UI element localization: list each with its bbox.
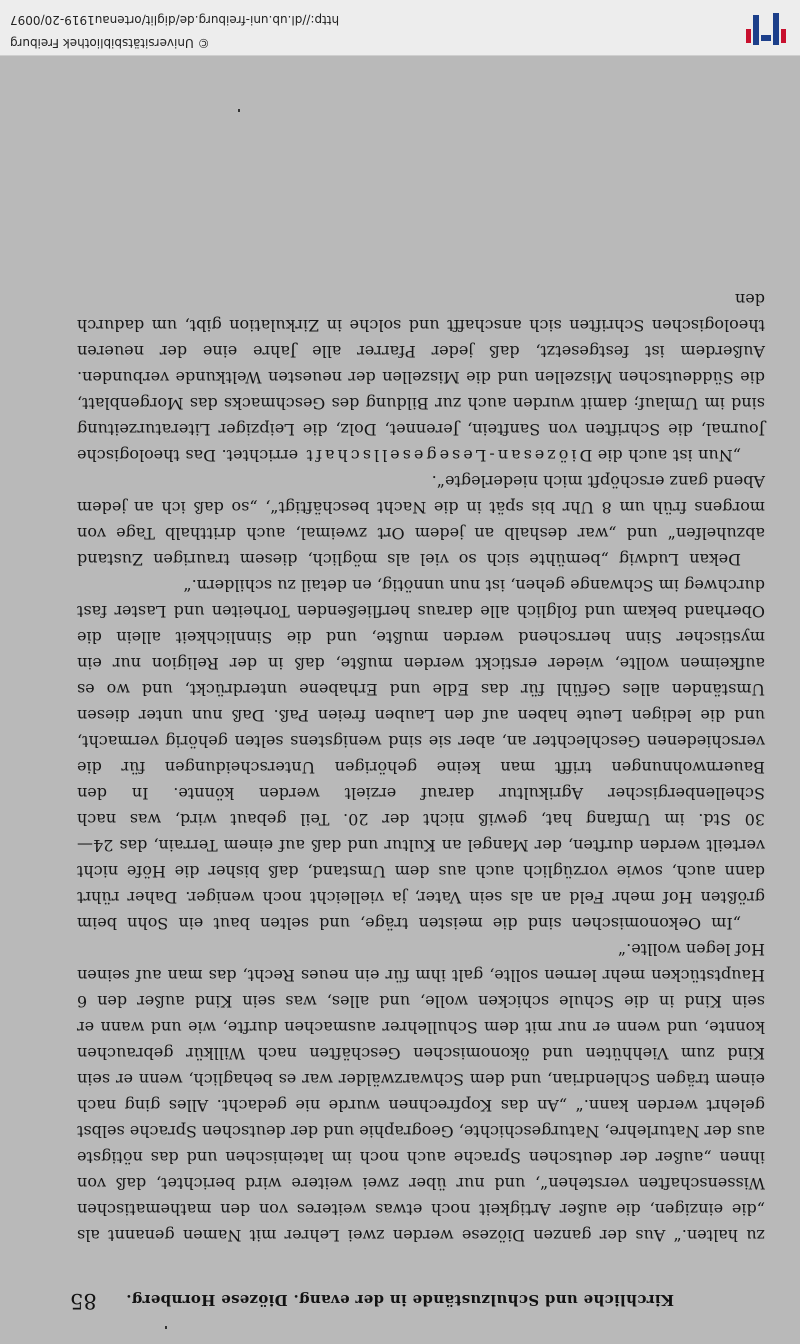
viewer-bar [0, 0, 800, 56]
paragraph: Dekan Ludwig „bemühte sich so viel als möglich, diesem traurigen Zustand abzuhelfen“ und „war deshalb an jedem Ort zweimal, auch dritthalb Tage von morgens früh um 8 Uhr bis spät in die Nacht beschäftigt“, „so daß ich an jedem Abend ganz erschöpft mich niederlegte“. [77, 472, 765, 569]
scan-speck [165, 1326, 167, 1329]
source-url-link[interactable]: http://dl.ub.uni-freiburg.de/diglit/ortenau1919-20/0097 [10, 13, 340, 27]
scanned-page [0, 56, 800, 1344]
paragraph: „Nun ist auch die Diözesan-Lesegesellschaft errichtet. Das theologische Journal, die Schriften von Sanftein, Jerennet, Dolz, die Leipziger Literaturzeitung sind im Umlauf; damit wurden auch zur Bildung des Geschmacks das Morgenblatt, die Süddeutschen Miszellen und die Miszellen der neuesten Weltkunde verbunden. Außerdem ist festgesetzt, daß jeder Pfarrer alle Jahre eine der neueren theologischen Schriften sich anschafft und solche in Zirkulation gibt, um dadurch den [77, 290, 765, 465]
copyright-notice: © Universitätsbibliothek Freiburg [10, 36, 210, 50]
paragraph: „Im Oekonomischen sind die meisten träge, und selten baut ein Sohn beim größten Hof mehr Feld an als sein Vater, ja vielleicht noch weniger. Daher rührt dann auch, sowie vorzüglich auch aus dem Umstand, daß bisher die Höfe nicht verteilt werden durften, der Mangel an Kultur und daß auf einem Terrain, das 24—30 Std. im Umfang hat, gewiß nicht der 20. Teil gebaut wird, was nach Schellenbergischer Agrikultur darauf erzielt werden könnte. In den Bauernwohnungen trifft man keine gehörigen Unterscheidungen für die verschiedenen Geschlechter an, aber sie sind wenigstens selten gehörig vermacht, und die ledigen Leute haben auf den Lauben freien Paß. Daß nun unter diesen Umständen alles Gefühl für das Edle und Erhabene unterdrückt, und wo es aufkeimen wollte, wieder erstickt werden mußte, daß in der Religion nur ein mystischer Sinn herrschend werden mußte, und die Sinnlichkeit allein die Oberhand bekam und folglich alle daraus herfließenden Torheiten und Laster fast durchweg im Schwange gehen, ist nun unnötig, en detail zu schildern.“ [77, 576, 765, 933]
running-head: Kirchliche und Schulzustände in der evang. Diözese Hornberg. [126, 1291, 674, 1309]
page-number: 85 [70, 1289, 97, 1313]
spaced-term: Diözesan-Lesegesellschaft [303, 446, 593, 465]
ub-freiburg-logo-icon[interactable] [746, 7, 786, 45]
paragraph: zu halten.“ Aus der ganzen Diözese werden zwei Lehrer mit Namen genannt als „die einzigen, die außer Artigkeit noch etwas weiteres von den mathematischen Wissenschaften verstehen“, und nur über zwei weitere wird berichtet, daß von ihnen „außer der deutschen Sprache auch noch im lateinischen und das nötigste aus der Naturlehre, Naturgeschichte, Geographie und der deutschen Sprache selbst gelehrt werden kann.“ „An das Kopfrechnen wurde nie gedacht. Alles ging nach einem trägen Schlendrian, und dem Schwarzwälder war es behaglich, wenn er sein Kind zum Viehhüten und ökonomischen Geschäften nach Willkür gebrauchen konnte, und wenn er nur mit dem Schullehrer ausmachen durfte, wie und wann er sein Kind in die Schule schicken wolle, und alles, was sein Kind außer den 6 Hauptstücken mehr lernen sollte, galt ihm für ein neues Recht, das man auf seinen Hof legen wollte.“ [77, 940, 765, 1245]
body-text [77, 286, 765, 1248]
scan-speck [238, 109, 240, 112]
